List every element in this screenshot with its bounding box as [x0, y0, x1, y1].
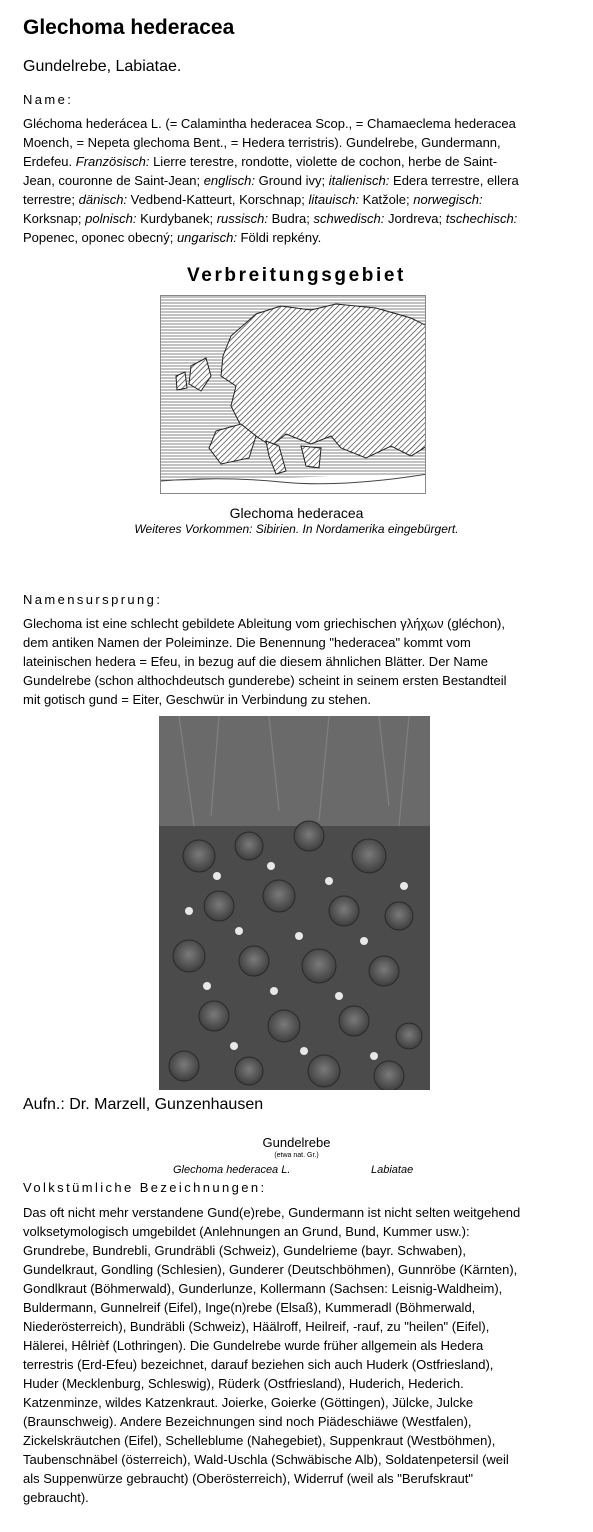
- folk-line: Grundrebe, Bundrebli, Grundräbli (Schweiz), Gundelrieme (bayr. Schwaben),: [23, 1243, 466, 1258]
- name-text-run: Lierre terestre, rondotte, violette de cochon, herbe de Saint-: [149, 154, 498, 169]
- name-text-run: terrestre;: [23, 192, 79, 207]
- origin-section-heading: Namensursprung:: [23, 592, 163, 607]
- folk-line: Niederösterreich), Bundräbli (Schweiz), Häälroff, Heilreif, -rauf, zu "heilen" (Eifel),: [23, 1319, 490, 1334]
- name-line: [23, 114, 569, 133]
- folk-line: Zickelskräutchen (Eifel), Schelleblume (Nahegebiet), Suppenkraut (Westböhmen),: [23, 1433, 496, 1448]
- plate-name: Gundelrebe: [262, 1135, 331, 1150]
- name-text-run: Katžole;: [359, 192, 414, 207]
- folk-line: Gundelkraut, Gondling (Schlesien), Gunderer (Deutschböhmen), Gunnröbe (Kärnten),: [23, 1262, 518, 1277]
- folk-section-heading: Volkstümliche Bezeichnungen:: [23, 1180, 267, 1195]
- origin-section-text: [23, 614, 569, 709]
- page-title: Glechoma hederacea: [23, 16, 235, 39]
- folk-line: Huder (Mecklenburg, Schleswig), Rüderk (Ostfriesland), Huderich, Hederich.: [23, 1376, 464, 1391]
- name-text-run: Gléchoma hederácea L. (= Calamintha hederacea Scop., = Chamaeclema hederacea: [23, 116, 516, 131]
- name-text-run: Erdefeu.: [23, 154, 76, 169]
- folk-line: (Braunschweig). Andere Bezeichnungen sind noch Piädeschiäwe (Westfalen),: [23, 1414, 472, 1429]
- origin-line: dem antiken Namen der Poleiminze. Die Benennung "hederacea" kommt vom: [23, 635, 471, 650]
- language-label: tschechisch:: [445, 211, 518, 226]
- page-subtitle: Gundelrebe, Labiatae.: [23, 58, 182, 75]
- origin-line: Glechoma ist eine schlecht gebildete Ableitung vom griechischen γλήχων (gléchon),: [23, 616, 505, 631]
- name-section-heading: Name:: [23, 92, 74, 107]
- folk-line: volksetymologisch umgebildet (Anlehnungen an Grund, Bund, Kummer usw.):: [23, 1224, 470, 1239]
- language-label: schwedisch:: [313, 211, 385, 226]
- language-label: litauisch:: [308, 192, 360, 207]
- language-label: polnisch:: [85, 211, 137, 226]
- plate-scale-note: (etwa nat. Gr.): [274, 1152, 319, 1159]
- map-title: Verbreitungsgebiet: [187, 265, 406, 286]
- name-line: [23, 171, 569, 190]
- folk-line: gebraucht).: [23, 1490, 89, 1505]
- plate-latin-name: Glechoma hederacea L.: [173, 1164, 291, 1176]
- name-text-run: Kurdybanek;: [136, 211, 217, 226]
- name-text-run: Ground ivy;: [255, 173, 329, 188]
- folk-line: Katzenminze, wildes Katzenkraut. Joierke, Goierke (Göttingen), Jülcke, Julcke: [23, 1395, 474, 1410]
- name-line: [23, 190, 569, 209]
- plate-family: Labiatae: [371, 1164, 414, 1176]
- photo-credit: Aufn.: Dr. Marzell, Gunzenhausen: [23, 1096, 264, 1113]
- plant-photo: [159, 716, 430, 1090]
- map-caption: Glechoma hederacea: [229, 505, 364, 521]
- language-label: Französisch:: [75, 154, 150, 169]
- name-line: [23, 228, 569, 247]
- folk-line: terrestris (Erd-Efeu) bezeichnet, darauf beziehen sich auch Huderk (Ostfriesland),: [23, 1357, 494, 1372]
- name-text-run: Korksnap;: [23, 211, 86, 226]
- origin-line: lateinischen hedera = Efeu, in bezug auf die diesem ähnlichen Blätter. Der Name: [23, 654, 489, 669]
- name-text-run: Moench, = Nepeta glechoma Bent., = Hedera terristris). Gundelrebe, Gundermann,: [23, 135, 501, 150]
- name-text-run: Jean, couronne de Saint-Jean;: [23, 173, 204, 188]
- language-label: norwegisch:: [413, 192, 483, 207]
- name-line: [23, 209, 569, 228]
- language-label: dänisch:: [78, 192, 128, 207]
- map-note: Weiteres Vorkommen: Sibirien. In Nordamerika eingebürgert.: [134, 522, 459, 536]
- europe-map-image: [161, 296, 426, 494]
- language-label: ungarisch:: [176, 230, 237, 245]
- folk-line: Gondlkraut (Böhmerwald), Gunderlunze, Kollermann (Sachsen: Leisnig-Waldheim),: [23, 1281, 503, 1296]
- folk-line: Das oft nicht mehr verstandene Gund(e)rebe, Gundermann ist nicht selten weitgehend: [23, 1205, 521, 1220]
- name-text-run: Edera terrestre, ellera: [389, 173, 519, 188]
- folk-section-text: [23, 1203, 569, 1507]
- language-label: italienisch:: [328, 173, 390, 188]
- origin-line: Gundelrebe (schon althochdeutsch gunderebe) scheint in seinem ersten Bestandteil: [23, 673, 507, 688]
- name-text-run: Budra;: [267, 211, 314, 226]
- distribution-map: [160, 295, 426, 494]
- language-label: englisch:: [203, 173, 255, 188]
- name-text-run: Vedbend-Katteurt, Korschnap;: [127, 192, 309, 207]
- name-text-run: Jordreva;: [384, 211, 446, 226]
- name-line: [23, 152, 569, 171]
- language-label: russisch:: [216, 211, 268, 226]
- folk-line: Hälerei, Hêlrièf (Lothringen). Die Gundelrebe wurde früher allgemein als Hedera: [23, 1338, 484, 1353]
- name-text-run: Popenec, oponec obecný;: [23, 230, 177, 245]
- folk-line: Buldermann, Gunnelreif (Eifel), Inge(n)rebe (Elsaß), Kummeradl (Böhmerwald,: [23, 1300, 476, 1315]
- folk-line: Taubenschnäbel (österreich), Wald-Uschla (Schwäbische Alb), Soldatenpetersil (weil: [23, 1452, 509, 1467]
- name-line: [23, 133, 569, 152]
- name-text-run: Földi repkény.: [236, 230, 322, 245]
- folk-line: als Suppenwürze gebraucht) (Oberösterreich), Widerruf (weil als "Berufskraut": [23, 1471, 473, 1486]
- ground-ivy-photo-image: [159, 716, 430, 1090]
- origin-line: mit gotisch gund = Eiter, Geschwür in Verbindung zu stehen.: [23, 692, 371, 707]
- name-section-text: [23, 114, 569, 247]
